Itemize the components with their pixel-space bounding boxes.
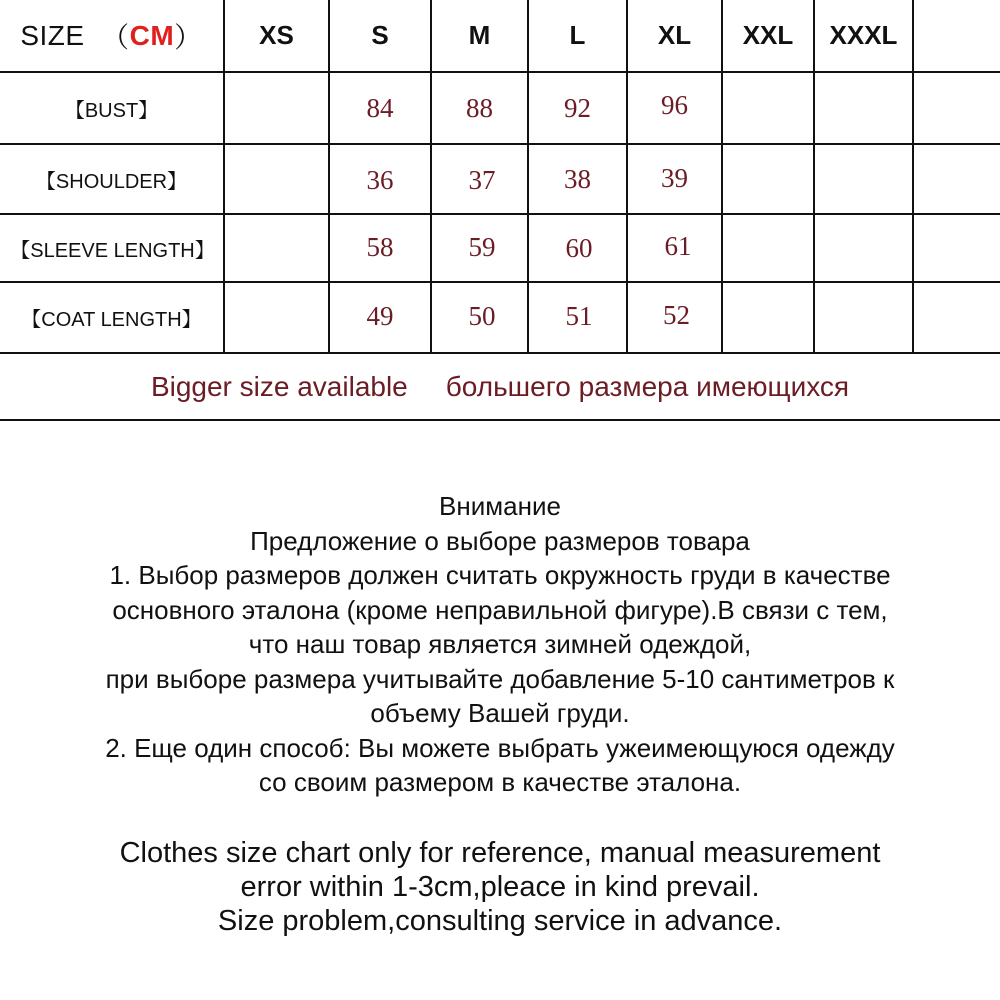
size-unit-header [0,0,223,71]
value-cell: 36 [366,164,394,195]
value-cell: 61 [664,230,692,261]
row-label-bust: 【BUST】 [64,99,159,122]
note-english: Bigger size available [150,370,408,402]
unit-open: （ [101,21,130,53]
value-cell: 96 [661,89,688,120]
value-cell: 52 [663,299,690,330]
grid-vline [912,0,914,353]
value-cell: 38 [564,163,591,194]
row-label-shoulder: 【SHOULDER】 [35,170,188,193]
advice-line: объему Вашей груди. [370,698,630,728]
row-label-sleeve-length: 【SLEEVE LENGTH】 [10,239,215,262]
note-russian: большего размера имеющихся [445,370,850,402]
value-cell: 84 [366,92,394,123]
value-cell: 59 [468,231,496,262]
advice-line: 2. Еще один способ: Вы можете выбрать ужеимеющуюся одежду [105,732,895,763]
value-cell: 49 [366,300,394,331]
value-cell: 51 [565,300,593,331]
advice-heading: Внимание [439,491,561,521]
advice-line: основного эталона (кроме неправильной фигуре).В связи с тем, [112,594,888,625]
size-disclaimer [0,836,1000,938]
unit-close: ） [174,21,203,53]
value-cell: 50 [468,300,496,331]
column-header-xxxl: XXXL [829,20,898,50]
advice-line: со своим размером в качестве эталона. [258,767,742,797]
advice-line: Предложение о выборе размеров товара [250,525,750,556]
disclaimer-line: error within 1-3cm,pleace in kind prevail. [240,871,760,903]
disclaimer-line: Size problem,consulting service in advance. [217,905,783,937]
value-cell: 92 [564,92,591,123]
column-header-l: L [569,20,586,50]
column-header-m: M [468,20,491,50]
unit-label: CM [129,19,175,51]
value-cell: 88 [466,92,493,123]
row-label-coat-length: 【COAT LENGTH】 [21,309,202,331]
column-header-xxl: XXL [742,20,794,50]
advice-line: что наш товар является зимней одеждой, [248,629,752,659]
value-cell: 37 [468,164,496,195]
column-header-s: S [371,20,389,50]
size-advice [0,489,1000,800]
column-header-xl: XL [657,20,692,50]
value-cell: 39 [661,162,688,193]
disclaimer-line: Clothes size chart only for reference, manual measurement [119,837,881,869]
size-label: SIZE [20,19,85,51]
bigger-size-note [0,353,1000,420]
advice-line: при выборе размера учитывайте добавление 5-10 сантиметров к [105,663,895,694]
column-header-xs: XS [259,20,294,50]
advice-line: 1. Выбор размеров должен считать окружность груди в качестве [109,560,891,590]
value-cell: 58 [366,231,394,262]
value-cell: 60 [565,232,593,263]
